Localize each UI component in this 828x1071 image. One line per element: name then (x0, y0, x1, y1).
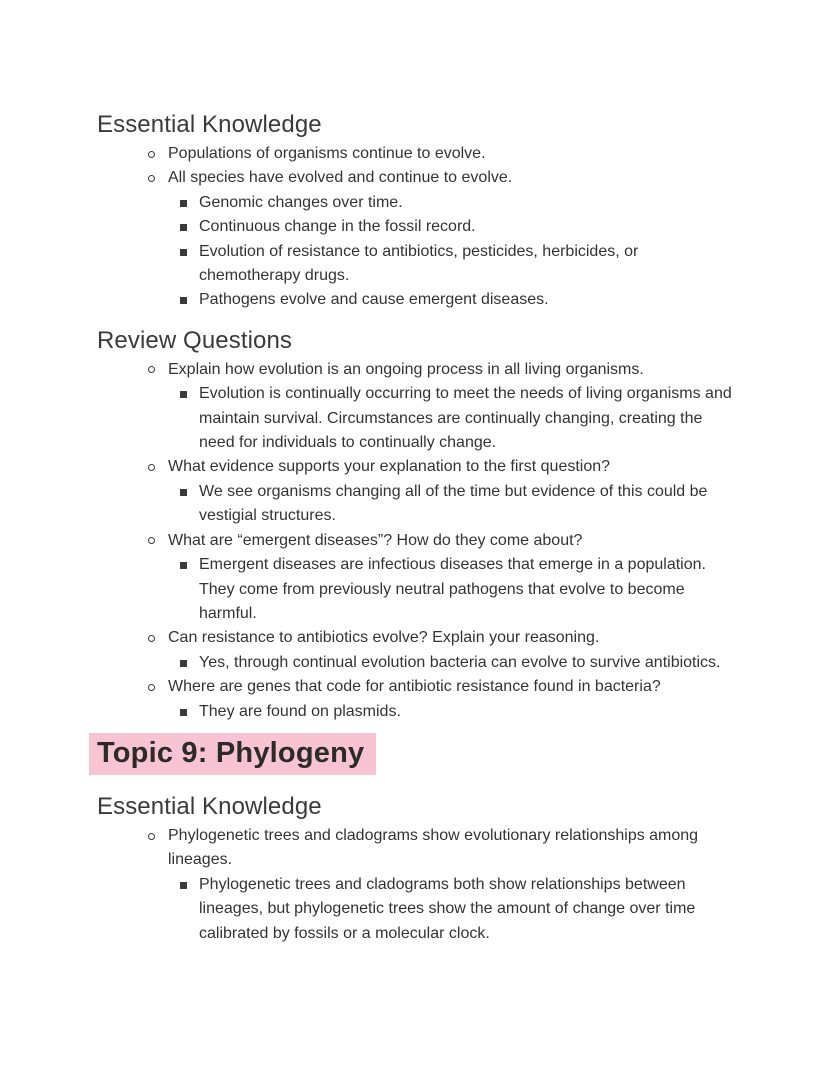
filled-square-bullet-icon (180, 562, 187, 569)
list-item-text: They are found on plasmids. (199, 702, 401, 720)
list-item (97, 529, 740, 553)
section-heading-essential-knowledge-2: Essential Knowledge (97, 792, 322, 820)
list-item (97, 240, 740, 289)
filled-square-bullet-icon (180, 660, 187, 667)
list-item (97, 358, 740, 382)
filled-square-bullet-icon (180, 249, 187, 256)
section-heading-essential-knowledge-1: Essential Knowledge (97, 111, 322, 138)
list-item-text: Evolution is continually occurring to meet the needs of living organisms and maintain survival. Circumstances are continually changing, creating the need for individuals to continually change. (199, 385, 732, 452)
list-item (97, 651, 740, 675)
topic-heading-row (97, 733, 740, 775)
list-item (97, 553, 740, 626)
list-item-text: Pathogens evolve and cause emergent diseases. (199, 291, 549, 309)
list-item-text: Emergent diseases are infectious diseases that emerge in a population. They come from previously neutral pathogens that evolve to become harmful. (199, 556, 706, 622)
section-heading-review-questions: Review Questions (97, 326, 293, 354)
essential-knowledge-list-2 (97, 824, 740, 946)
list-item-text: Evolution of resistance to antibiotics, pesticides, herbicides, or chemotherapy drugs. (199, 242, 639, 285)
open-circle-bullet-icon (148, 366, 155, 373)
filled-square-bullet-icon (180, 489, 187, 496)
open-circle-bullet-icon (148, 464, 155, 471)
filled-square-bullet-icon (180, 709, 187, 716)
list-item (97, 455, 740, 479)
open-circle-bullet-icon (148, 833, 155, 840)
open-circle-bullet-icon (148, 537, 155, 544)
list-item (97, 215, 740, 239)
list-item (97, 288, 740, 312)
topic-heading-highlighted: Topic 9: Phylogeny (89, 733, 376, 775)
list-item-text: Where are genes that code for antibiotic resistance found in bacteria? (168, 678, 661, 696)
list-item (97, 873, 740, 946)
list-item-text: Can resistance to antibiotics evolve? Explain your reasoning. (168, 629, 600, 647)
list-item-text: Explain how evolution is an ongoing process in all living organisms. (168, 360, 644, 378)
list-item-text: What are “emergent diseases”? How do they come about? (168, 531, 583, 549)
list-item (97, 700, 740, 724)
list-item-text: Continuous change in the fossil record. (199, 218, 476, 236)
list-item-text: What evidence supports your explanation to the first question? (168, 458, 611, 476)
open-circle-bullet-icon (148, 151, 155, 158)
open-circle-bullet-icon (148, 684, 155, 691)
open-circle-bullet-icon (148, 175, 155, 182)
open-circle-bullet-icon (148, 635, 155, 642)
filled-square-bullet-icon (180, 391, 187, 398)
list-item (97, 382, 740, 455)
list-item (97, 142, 740, 166)
list-item-text: Phylogenetic trees and cladograms both show relationships between lineages, but phylogenetic trees show the amount of change over time calibrated by fossils or a molecular clock. (199, 875, 696, 942)
essential-knowledge-list-1 (97, 142, 740, 313)
list-item-text: Yes, through continual evolution bacteria can evolve to survive antibiotics. (199, 653, 721, 671)
filled-square-bullet-icon (180, 297, 187, 304)
filled-square-bullet-icon (180, 882, 187, 889)
list-item (97, 480, 740, 529)
list-item-text: All species have evolved and continue to evolve. (168, 169, 513, 187)
review-questions-list (97, 358, 740, 724)
list-item-text: Phylogenetic trees and cladograms show evolutionary relationships among lineages. (168, 826, 699, 869)
list-item (97, 675, 740, 699)
list-item (97, 626, 740, 650)
list-item-text: We see organisms changing all of the time but evidence of this could be vestigial structures. (199, 482, 708, 525)
list-item (97, 166, 740, 190)
list-item-text: Populations of organisms continue to evolve. (168, 145, 486, 162)
filled-square-bullet-icon (180, 224, 187, 231)
list-item (97, 191, 740, 215)
list-item-text: Genomic changes over time. (199, 193, 403, 211)
list-item (97, 824, 740, 873)
filled-square-bullet-icon (180, 200, 187, 207)
